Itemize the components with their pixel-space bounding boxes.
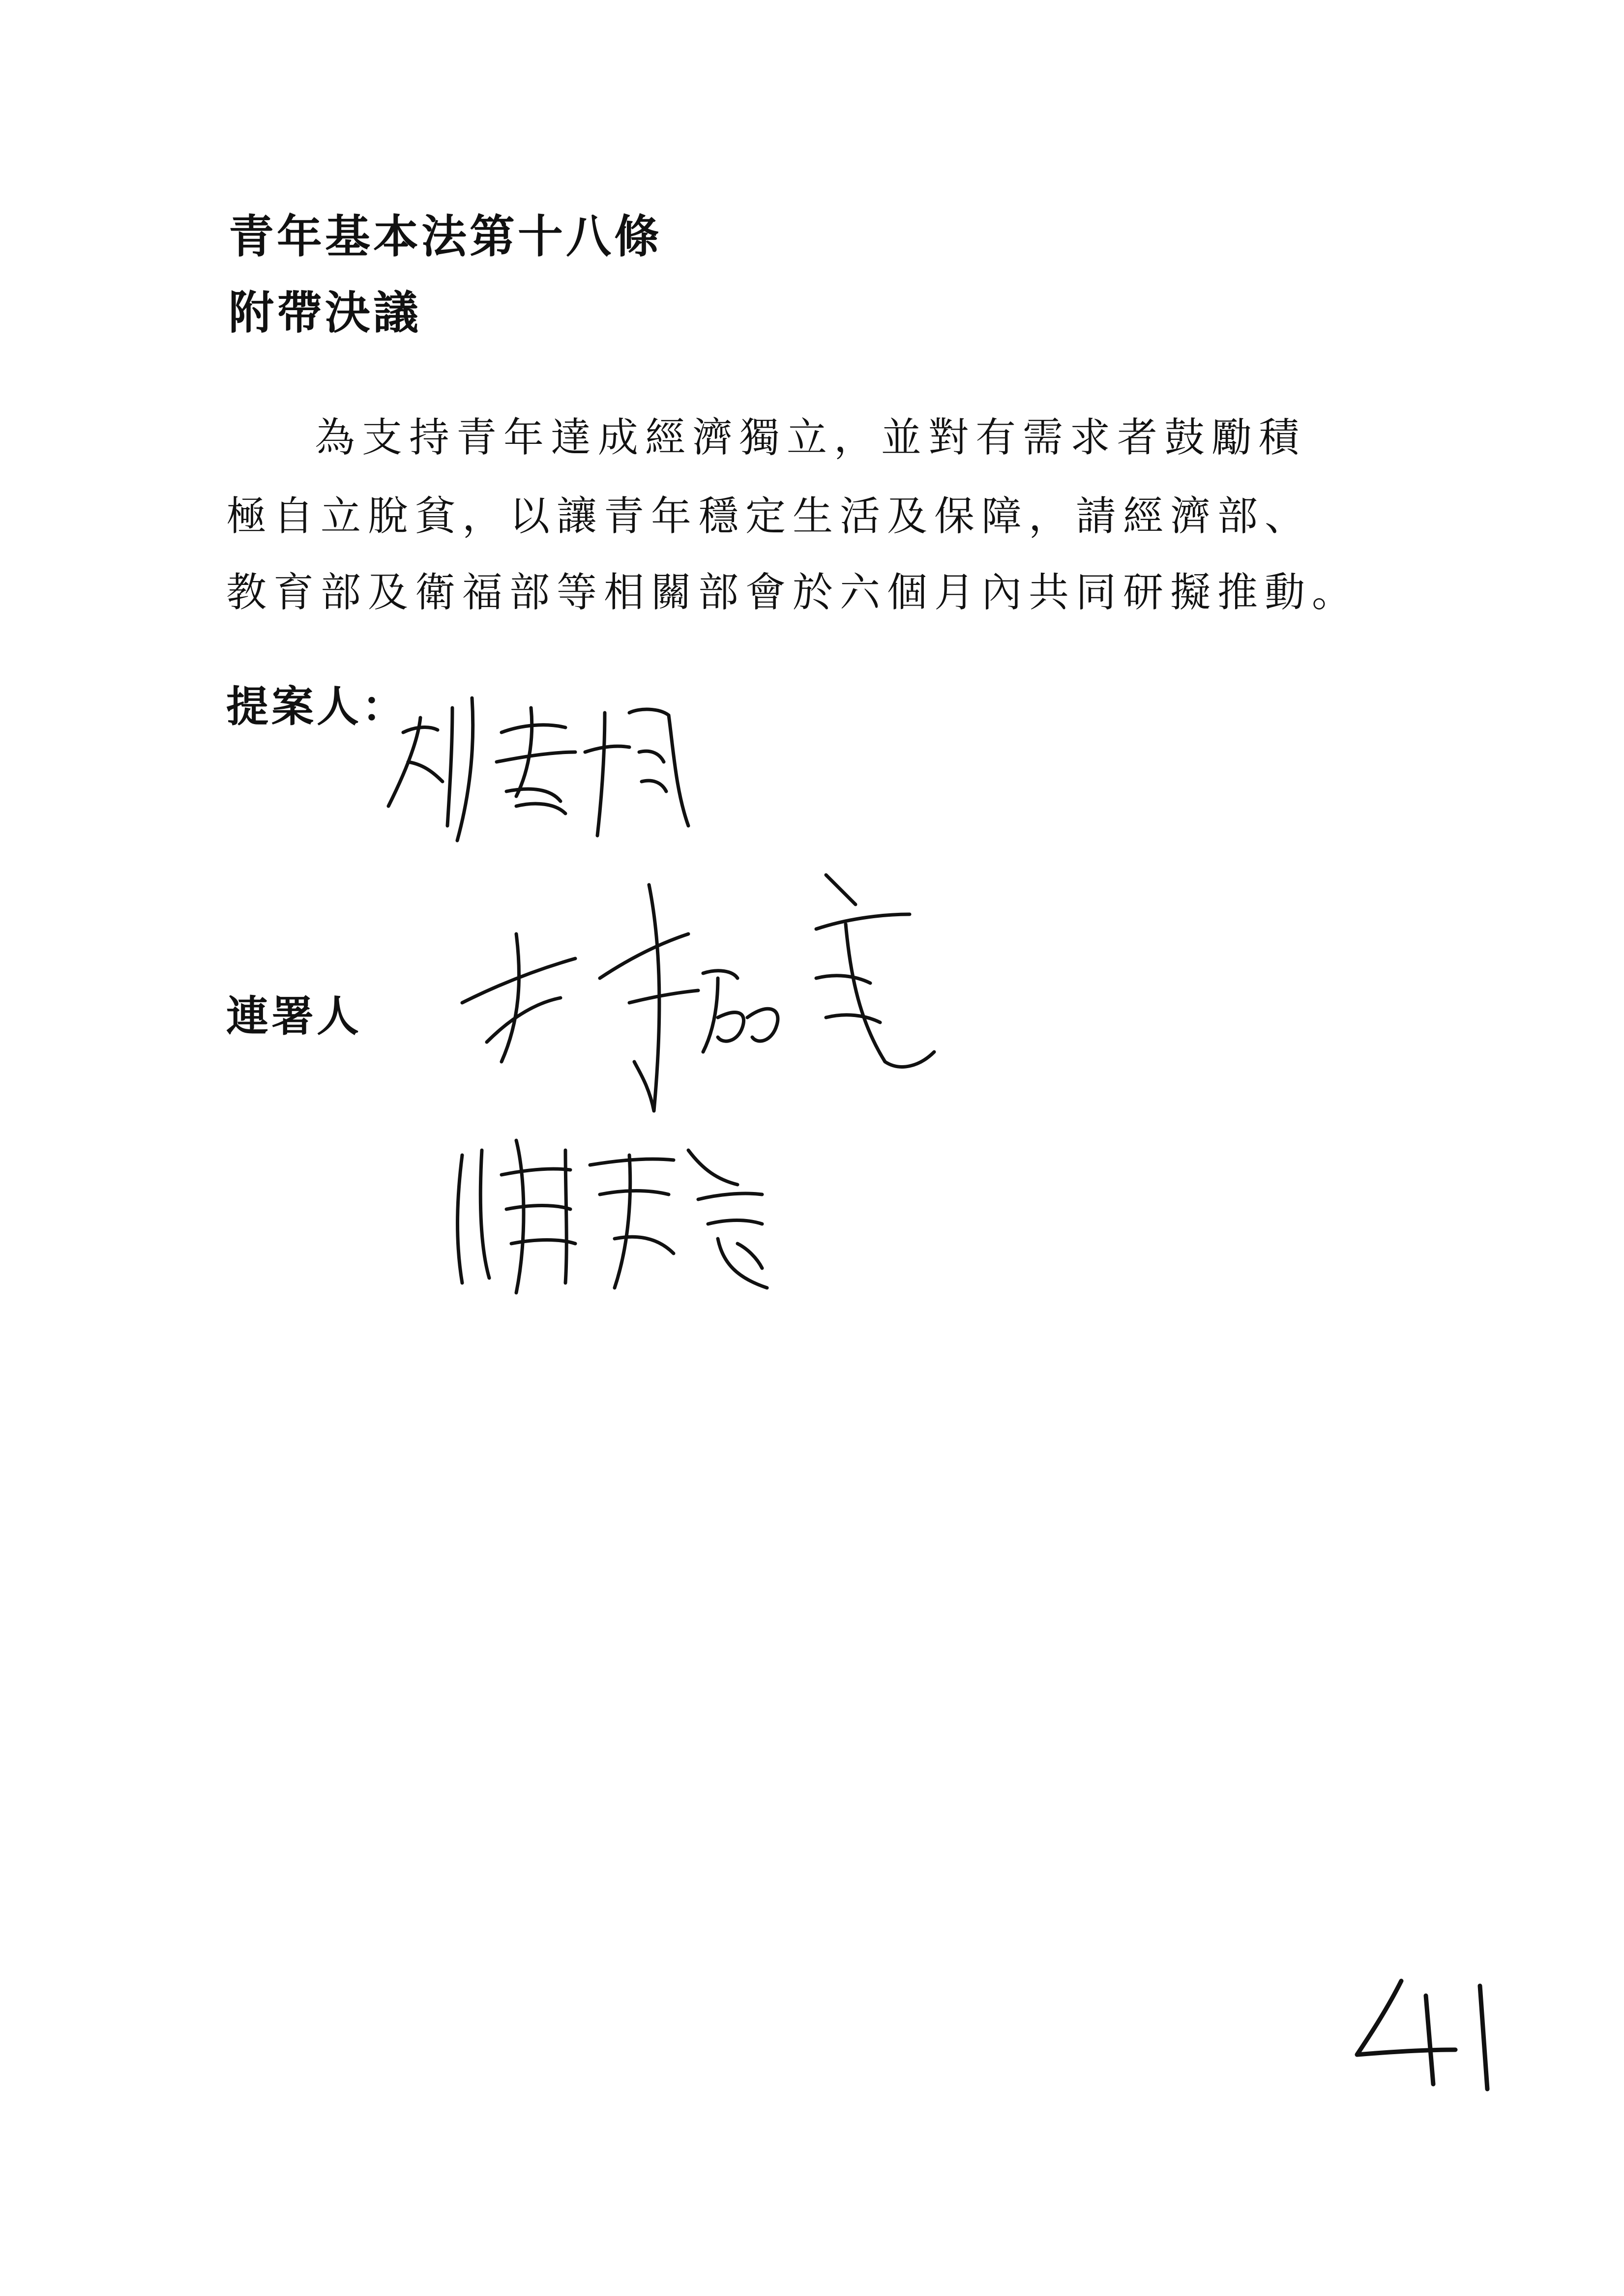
- body-text-line-1: 為支持青年達成經濟獨立，並對有需求者鼓勵積: [315, 414, 1306, 461]
- cosigner-label: 連署人: [226, 991, 362, 1041]
- cosigner-signature-2: [443, 1121, 797, 1298]
- document-subtitle: 附帶決議: [229, 286, 422, 339]
- proposer-signature: [374, 678, 718, 845]
- document-title: 青年基本法第十八條: [229, 210, 663, 263]
- cosigner-signature-1: [443, 855, 964, 1131]
- body-text-line-2: 極自立脫貧，以讓青年穩定生活及保障，請經濟部、: [226, 493, 1312, 540]
- page-number: [1347, 1971, 1524, 2094]
- body-text-line-3: 教育部及衛福部等相關部會於六個月內共同研擬推動。: [226, 569, 1359, 616]
- proposer-label: 提案人：: [226, 682, 407, 731]
